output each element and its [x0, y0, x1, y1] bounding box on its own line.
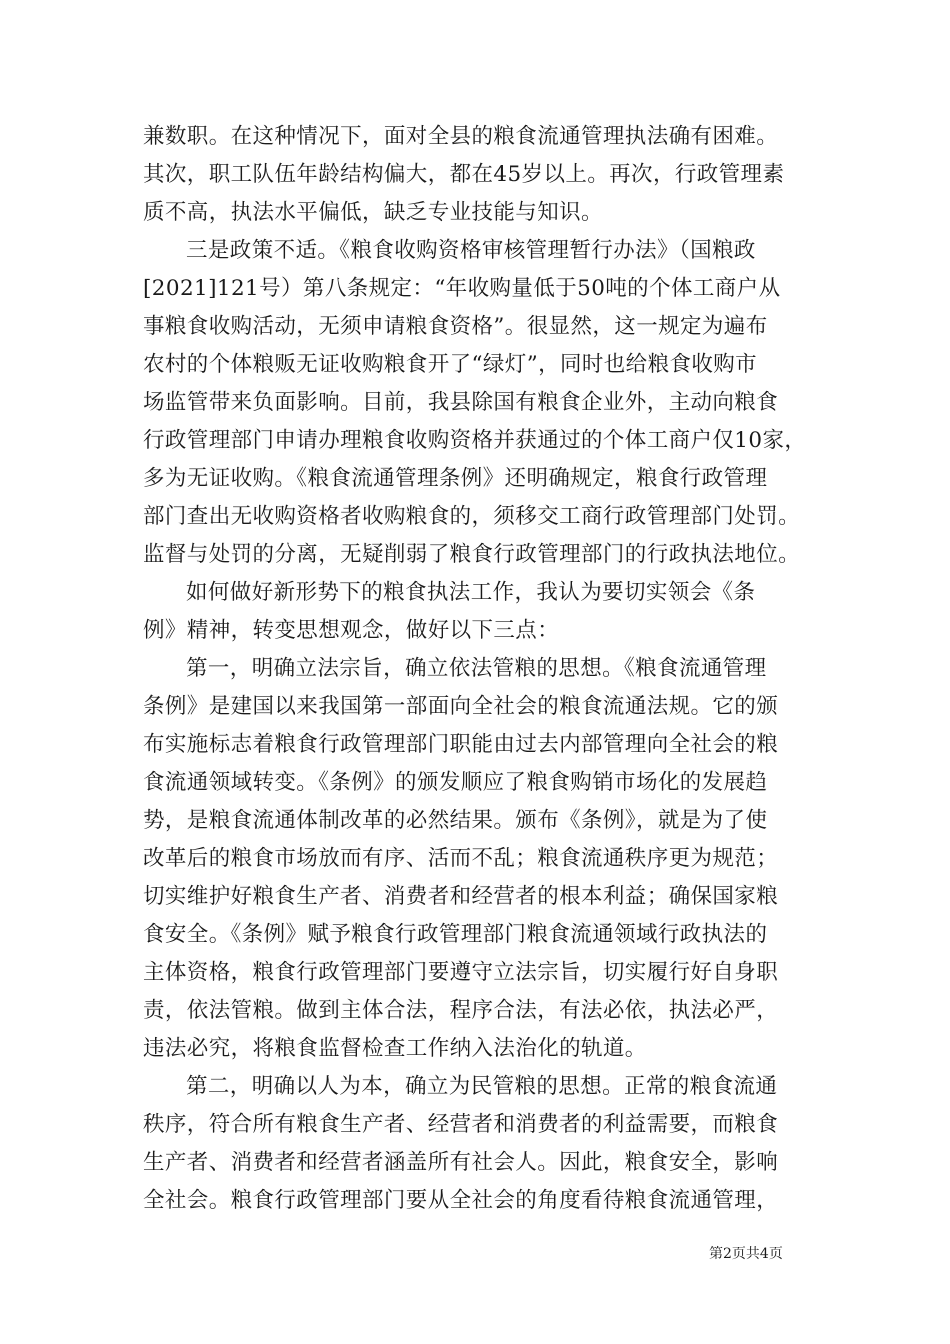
- text-line: 全社会。粮食行政管理部门要从全社会的角度看待粮食流通管理，: [143, 1188, 779, 1213]
- paragraph-start-line: 第二，明确以人为本，确立为民管粮的思想。正常的粮食流通: [186, 1074, 778, 1099]
- text-line: 部门查出无收购资格者收购粮食的，须移交工商行政管理部门处罚。: [143, 504, 801, 529]
- text-line: 责，依法管粮。做到主体合法，程序合法，有法必依，执法必严，: [143, 998, 779, 1023]
- text-line: 事粮食收购活动，无须申请粮食资格”。很显然，这一规定为遍布: [143, 314, 768, 339]
- paragraph-start-line: 如何做好新形势下的粮食执法工作，我认为要切实领会《条: [186, 580, 756, 605]
- text-line: 兼数职。在这种情况下，面对全县的粮食流通管理执法确有困难。: [143, 124, 779, 149]
- text-line: 场监管带来负面影响。目前，我县除国有粮食企业外，主动向粮食: [143, 390, 779, 415]
- text-line: 食安全。《条例》赋予粮食行政管理部门粮食流通领域行政执法的: [143, 922, 768, 947]
- text-line: 布实施标志着粮食行政管理部门职能由过去内部管理向全社会的粮: [143, 732, 779, 757]
- text-line: 切实维护好粮食生产者、消费者和经营者的根本利益；确保国家粮: [143, 884, 779, 909]
- text-line: 其次，职工队伍年龄结构偏大，都在45岁以上。再次，行政管理素: [143, 162, 785, 187]
- text-line: 行政管理部门申请办理粮食收购资格并获通过的个体工商户仅10家，: [143, 428, 807, 453]
- text-line: 质不高，执法水平偏低，缺乏专业技能与知识。: [143, 200, 603, 225]
- paragraph-start-line: 第一，明确立法宗旨，确立依法管粮的思想。《粮食流通管理: [186, 656, 767, 681]
- text-line: 农村的个体粮贩无证收购粮食开了“绿灯”，同时也给粮食收购市: [143, 352, 758, 377]
- text-line: 秩序，符合所有粮食生产者、经营者和消费者的利益需要，而粮食: [143, 1112, 779, 1137]
- text-line: 违法必究，将粮食监督检查工作纳入法治化的轨道。: [143, 1036, 647, 1061]
- text-line: 食流通领域转变。《条例》的颁发顺应了粮食购销市场化的发展趋: [143, 770, 768, 795]
- text-line: 多为无证收购。《粮食流通管理条例》还明确规定，粮食行政管理: [143, 466, 768, 491]
- text-line: 势，是粮食流通体制改革的必然结果。颁布《条例》，就是为了使: [143, 808, 768, 833]
- text-line: 主体资格，粮食行政管理部门要遵守立法宗旨，切实履行好自身职: [143, 960, 779, 985]
- paragraph-start-line: 三是政策不适。《粮食收购资格审核管理暂行办法》（国粮政: [186, 238, 756, 263]
- text-line: [2021]121号）第八条规定：“年收购量低于50吨的个体工商户从: [143, 276, 781, 301]
- text-line: 监督与处罚的分离，无疑削弱了粮食行政管理部门的行政执法地位。: [143, 542, 801, 567]
- text-line: 生产者、消费者和经营者涵盖所有社会人。因此，粮食安全，影响: [143, 1150, 779, 1175]
- text-line: 条例》是建国以来我国第一部面向全社会的粮食流通法规。它的颁: [143, 694, 779, 719]
- page-number: 第2页共4页: [709, 1246, 783, 1262]
- document-body: [143, 118, 823, 1220]
- text-line: 例》精神，转变思想观念，做好以下三点：: [143, 618, 560, 643]
- text-line: 改革后的粮食市场放而有序、活而不乱；粮食流通秩序更为规范；: [143, 846, 779, 871]
